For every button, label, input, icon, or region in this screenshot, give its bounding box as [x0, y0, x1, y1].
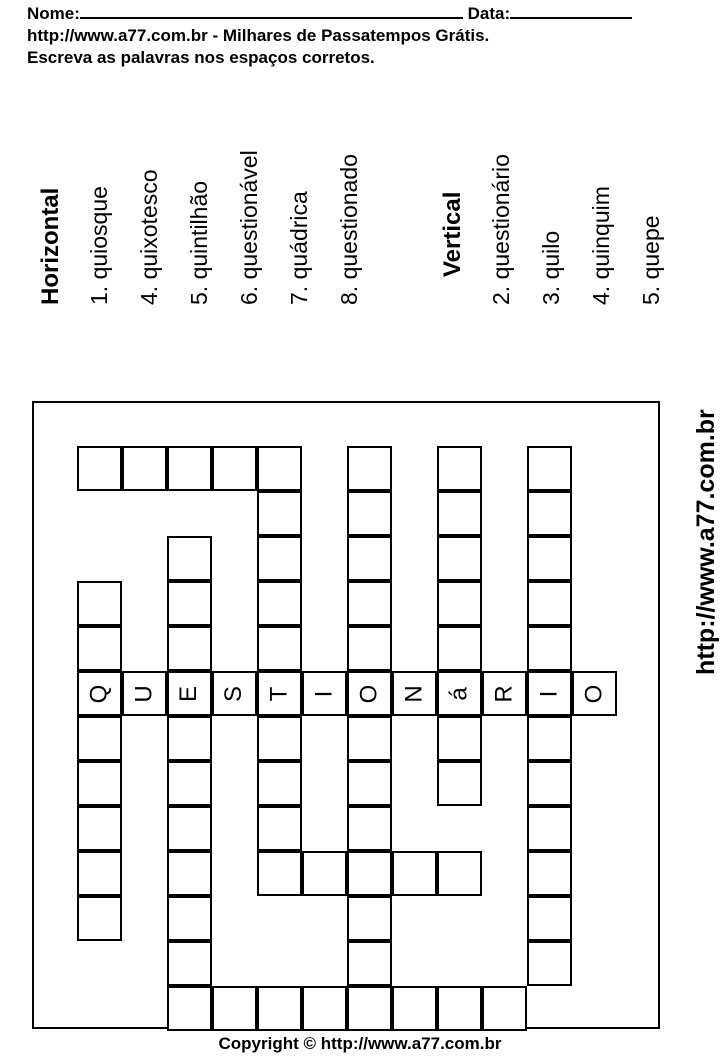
crossword-cell[interactable]: [257, 851, 302, 896]
horizontal-heading: Horizontal: [37, 187, 64, 305]
crossword-cell[interactable]: [527, 491, 572, 536]
revealed-letter-cell[interactable]: [347, 671, 392, 716]
crossword-cell[interactable]: [257, 806, 302, 851]
date-field[interactable]: [510, 2, 632, 19]
crossword-cell[interactable]: [77, 896, 122, 941]
crossword-cell[interactable]: [347, 806, 392, 851]
crossword-cell[interactable]: [347, 986, 392, 1031]
crossword-cell[interactable]: [167, 896, 212, 941]
revealed-letter-cell[interactable]: [167, 671, 212, 716]
crossword-cell[interactable]: [527, 941, 572, 986]
crossword-cell[interactable]: [347, 626, 392, 671]
crossword-cell[interactable]: [167, 446, 212, 491]
crossword-cell[interactable]: [347, 491, 392, 536]
revealed-letter: á: [445, 686, 473, 701]
crossword-cell[interactable]: [437, 986, 482, 1031]
crossword-cell[interactable]: [347, 536, 392, 581]
crossword-cell[interactable]: [257, 581, 302, 626]
vertical-heading: Vertical: [439, 191, 466, 277]
crossword-cell[interactable]: [77, 761, 122, 806]
horizontal-clue-6: 6. questionável: [236, 150, 262, 305]
revealed-letter: I: [310, 690, 338, 697]
site-line: http://www.a77.com.br - Milhares de Passatempos Grátis.: [27, 26, 490, 45]
crossword-cell[interactable]: [437, 626, 482, 671]
crossword-cell[interactable]: [347, 446, 392, 491]
crossword-cell[interactable]: [257, 761, 302, 806]
crossword-cell[interactable]: [347, 851, 392, 896]
vertical-clue-5: 5. quepe: [638, 215, 664, 305]
crossword-cell[interactable]: [167, 581, 212, 626]
vertical-clue-4: 4. quinquim: [588, 186, 614, 305]
revealed-letter: E: [175, 685, 203, 702]
crossword-cell[interactable]: [437, 581, 482, 626]
name-date-line: [27, 2, 632, 25]
crossword-cell[interactable]: [437, 491, 482, 536]
crossword-cell[interactable]: [527, 446, 572, 491]
crossword-cell[interactable]: [482, 986, 527, 1031]
vertical-clue-2: 2. questionário: [488, 154, 514, 305]
crossword-cell[interactable]: [212, 446, 257, 491]
crossword-cell[interactable]: [167, 716, 212, 761]
crossword-cell[interactable]: [302, 986, 347, 1031]
crossword-cell[interactable]: [437, 851, 482, 896]
revealed-letter-cell[interactable]: [437, 671, 482, 716]
crossword-cell[interactable]: [347, 761, 392, 806]
crossword-cell[interactable]: [167, 806, 212, 851]
copyright: Copyright © http://www.a77.com.br: [218, 1034, 502, 1053]
revealed-letter-cell[interactable]: [212, 671, 257, 716]
crossword-cell[interactable]: [347, 716, 392, 761]
crossword-cell[interactable]: [437, 536, 482, 581]
worksheet-header: [27, 2, 632, 69]
crossword-cell[interactable]: [392, 986, 437, 1031]
crossword-cell[interactable]: [347, 896, 392, 941]
crossword-cell[interactable]: [347, 941, 392, 986]
crossword-cell[interactable]: [212, 986, 257, 1031]
crossword-cell[interactable]: [527, 896, 572, 941]
crossword-cell[interactable]: [122, 446, 167, 491]
crossword-cell[interactable]: [167, 941, 212, 986]
revealed-letter-cell[interactable]: [572, 671, 617, 716]
crossword-cell[interactable]: [257, 716, 302, 761]
crossword-cell[interactable]: [77, 446, 122, 491]
revealed-letter-cell[interactable]: [77, 671, 122, 716]
crossword-cell[interactable]: [437, 716, 482, 761]
revealed-letter: U: [130, 684, 158, 703]
revealed-letter: R: [490, 684, 518, 703]
crossword-cell[interactable]: [347, 581, 392, 626]
crossword-cell[interactable]: [527, 536, 572, 581]
horizontal-clue-8: 8. questionado: [336, 154, 362, 305]
crossword-cell[interactable]: [527, 761, 572, 806]
revealed-letter-cell[interactable]: [122, 671, 167, 716]
revealed-letter: I: [535, 690, 563, 697]
crossword-cell[interactable]: [77, 716, 122, 761]
crossword-cell[interactable]: [527, 806, 572, 851]
horizontal-clue-1: 1. quiosque: [86, 186, 112, 305]
crossword-cell[interactable]: [257, 626, 302, 671]
instructions-line: Escreva as palavras nos espaços corretos.: [27, 48, 375, 67]
crossword-cell[interactable]: [437, 761, 482, 806]
crossword-cell[interactable]: [257, 446, 302, 491]
horizontal-clue-4: 4. quixotesco: [136, 169, 162, 305]
crossword-cell[interactable]: [257, 536, 302, 581]
word-list: [38, 115, 678, 305]
crossword-cell[interactable]: [527, 626, 572, 671]
revealed-letter: S: [220, 685, 248, 702]
name-label: Nome:: [27, 4, 80, 23]
date-label: Data:: [467, 4, 511, 23]
crossword-cell[interactable]: [77, 806, 122, 851]
revealed-letter-cell[interactable]: [527, 671, 572, 716]
crossword-cell[interactable]: [527, 716, 572, 761]
crossword-cell[interactable]: [167, 986, 212, 1031]
name-field[interactable]: [80, 2, 463, 19]
crossword-cell[interactable]: [392, 851, 437, 896]
revealed-letter-cell[interactable]: [482, 671, 527, 716]
revealed-letter-cell[interactable]: [257, 671, 302, 716]
revealed-letter-cell[interactable]: [302, 671, 347, 716]
side-url: http://www.a77.com.br: [692, 409, 720, 675]
horizontal-clue-5: 5. quintilhão: [186, 180, 212, 305]
crossword-cell[interactable]: [437, 446, 482, 491]
crossword-cell[interactable]: [77, 851, 122, 896]
crossword-cell[interactable]: [77, 581, 122, 626]
revealed-letter: T: [265, 686, 293, 701]
crossword-cell[interactable]: [527, 581, 572, 626]
crossword-cell[interactable]: [527, 851, 572, 896]
revealed-letter: N: [400, 684, 428, 703]
crossword-cell[interactable]: [77, 626, 122, 671]
crossword-cell[interactable]: [302, 851, 347, 896]
horizontal-clue-7: 7. quádrica: [286, 191, 312, 305]
revealed-letter: O: [355, 684, 383, 703]
crossword-cell[interactable]: [167, 851, 212, 896]
crossword-cell[interactable]: [257, 491, 302, 536]
crossword-cell[interactable]: [167, 626, 212, 671]
crossword-cell[interactable]: [257, 986, 302, 1031]
crossword-cell[interactable]: [167, 536, 212, 581]
crossword-cell[interactable]: [167, 761, 212, 806]
vertical-clue-3: 3. quilo: [538, 230, 564, 305]
revealed-letter: Q: [85, 684, 113, 703]
revealed-letter-cell[interactable]: [392, 671, 437, 716]
revealed-letter: O: [580, 684, 608, 703]
